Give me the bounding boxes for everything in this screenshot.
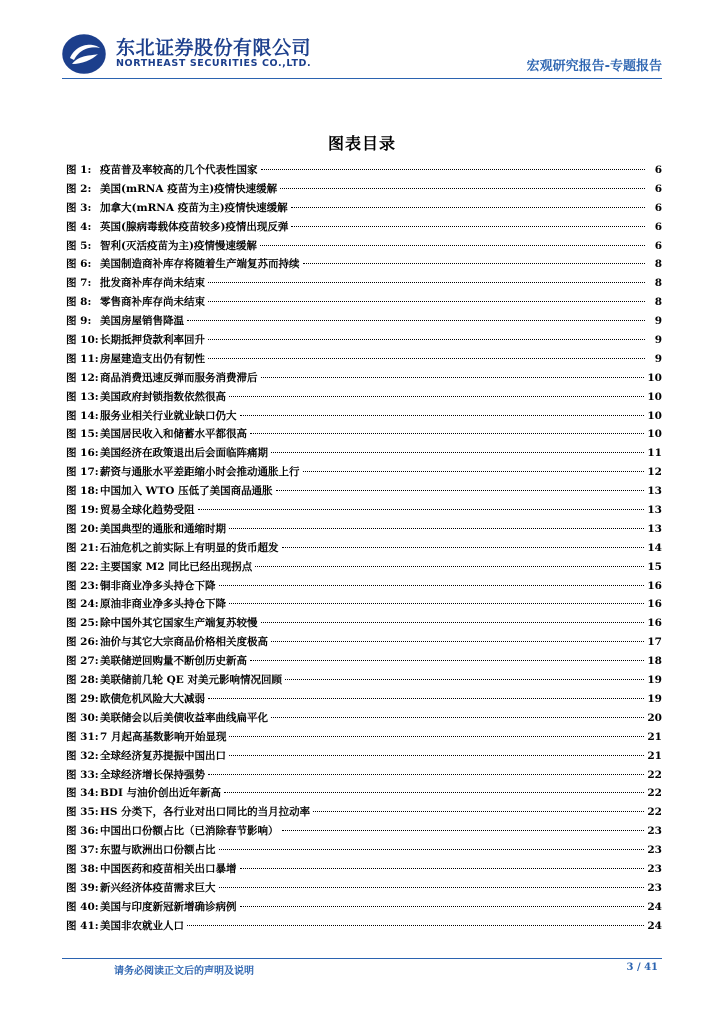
toc-dot-leader xyxy=(208,301,645,302)
toc-entry-label: 图 40: xyxy=(66,900,99,913)
toc-entry-page[interactable]: 15 xyxy=(647,560,662,573)
toc-entry[interactable] xyxy=(66,899,662,918)
header-divider xyxy=(62,78,662,79)
company-name-en: NORTHEAST SECURITIES CO.,LTD. xyxy=(116,58,312,69)
toc-dot-leader xyxy=(219,849,645,850)
toc-dot-leader xyxy=(291,226,645,227)
toc-entry-page[interactable]: 18 xyxy=(647,655,662,668)
toc-heading: 图表目录 xyxy=(327,134,396,153)
toc-entry-page[interactable]: 14 xyxy=(647,541,662,554)
toc-entry[interactable] xyxy=(66,389,662,408)
toc-dot-leader xyxy=(187,925,644,926)
toc-entry-page[interactable]: 12 xyxy=(647,466,662,479)
toc-entry-title[interactable]: 商品消费迅速反弹而服务消费滞后 xyxy=(100,371,258,384)
toc-entry-label: 图 15: xyxy=(66,428,99,441)
toc-dot-leader xyxy=(261,377,645,378)
toc-entry-title[interactable]: 美国非农就业人口 xyxy=(100,919,184,932)
toc-entry-label: 图 11: xyxy=(66,352,99,365)
toc-dot-leader xyxy=(208,339,645,340)
toc-dot-leader xyxy=(240,415,645,416)
toc-entry-label: 图 13: xyxy=(66,390,99,403)
toc-entry[interactable] xyxy=(66,521,662,540)
toc-entry-label: 图 30: xyxy=(66,711,99,724)
toc-dot-leader xyxy=(260,245,645,246)
toc-entry-label: 图 18: xyxy=(66,485,99,498)
toc-entry-title[interactable]: 长期抵押贷款利率回升 xyxy=(100,334,205,347)
toc-entry[interactable] xyxy=(66,748,662,767)
report-type-label: 宏观研究报告-专题报告 xyxy=(526,59,662,74)
toc-entry-label: 图 6: xyxy=(66,258,92,271)
toc-entry-page[interactable]: 23 xyxy=(647,844,662,857)
toc-dot-leader xyxy=(208,698,644,699)
toc-entry-page[interactable]: 19 xyxy=(647,674,662,687)
toc-dot-leader xyxy=(208,282,645,283)
toc-entry[interactable] xyxy=(66,181,662,200)
toc-entry-label: 图 16: xyxy=(66,447,99,460)
toc-entry[interactable] xyxy=(66,219,662,238)
toc-entry-title[interactable]: 美国政府封锁指数依然很高 xyxy=(100,390,226,403)
toc-entry-label: 图 26: xyxy=(66,636,99,649)
toc-dot-leader xyxy=(282,830,645,831)
toc-entry-page[interactable]: 13 xyxy=(647,522,662,535)
toc-entry[interactable] xyxy=(66,596,662,615)
toc-entry-label: 图 38: xyxy=(66,862,99,875)
toc-entry-page[interactable]: 22 xyxy=(647,787,662,800)
toc-entry-title[interactable]: 美联储会以后美债收益率曲线扁平化 xyxy=(100,711,268,724)
toc-dot-leader xyxy=(229,396,644,397)
toc-dot-leader xyxy=(303,263,646,264)
toc-entry-title[interactable]: 中国医药和疫苗相关出口暴增 xyxy=(100,862,237,875)
toc-dot-leader xyxy=(208,358,645,359)
toc-entry-page[interactable]: 8 xyxy=(654,258,662,271)
toc-dot-leader xyxy=(271,717,644,718)
toc-entry[interactable] xyxy=(66,332,662,351)
toc-entry[interactable] xyxy=(66,313,662,332)
toc-entry[interactable] xyxy=(66,880,662,899)
toc-entry[interactable] xyxy=(66,672,662,691)
toc-entry-page[interactable]: 13 xyxy=(647,485,662,498)
toc-entry[interactable] xyxy=(66,200,662,219)
toc-dot-leader xyxy=(285,679,644,680)
toc-dot-leader xyxy=(282,547,645,548)
toc-entry-page[interactable]: 24 xyxy=(647,919,662,932)
toc-entry-title[interactable]: 中国加入 WTO 压低了美国商品通胀 xyxy=(100,485,273,498)
toc-entry-title[interactable]: 美国(mRNA 疫苗为主)疫情快速缓解 xyxy=(100,182,278,195)
toc-dot-leader xyxy=(261,169,646,170)
toc-entry-title[interactable]: 加拿大(mRNA 疫苗为主)疫情快速缓解 xyxy=(100,201,288,214)
toc-entry-page[interactable]: 23 xyxy=(647,862,662,875)
toc-entry[interactable] xyxy=(66,785,662,804)
toc-entry-title[interactable]: 批发商补库存尚未结束 xyxy=(100,277,205,290)
toc-entry-label: 图 3: xyxy=(66,201,92,214)
toc-entry-page[interactable]: 22 xyxy=(647,806,662,819)
toc-entry[interactable] xyxy=(66,578,662,597)
toc-entry[interactable] xyxy=(66,445,662,464)
toc-entry-label: 图 1: xyxy=(66,164,92,176)
footer-disclaimer-note[interactable]: 请务必阅读正文后的声明及说明 xyxy=(114,966,254,977)
toc-entry[interactable] xyxy=(66,842,662,861)
toc-entry-title[interactable]: 油价与其它大宗商品价格相关度极高 xyxy=(100,636,268,649)
toc-dot-leader xyxy=(187,320,645,321)
toc-dot-leader xyxy=(219,585,645,586)
toc-entry-title[interactable]: BDI 与油价创出近年新高 xyxy=(100,787,222,800)
toc-entry-label: 图 37: xyxy=(66,844,99,857)
toc-entry[interactable] xyxy=(66,823,662,842)
toc-entry-label: 图 19: xyxy=(66,504,99,517)
toc-entry[interactable] xyxy=(66,729,662,748)
figure-index-list xyxy=(66,162,662,937)
toc-entry-page[interactable]: 8 xyxy=(654,277,662,290)
toc-dot-leader xyxy=(280,188,645,189)
toc-dot-leader xyxy=(276,490,645,491)
toc-entry-page[interactable]: 10 xyxy=(647,371,662,384)
toc-entry-title[interactable]: 欧债危机风险大大减弱 xyxy=(100,692,205,705)
toc-entry[interactable] xyxy=(66,408,662,427)
toc-entry-title[interactable]: 美国与印度新冠新增确诊病例 xyxy=(100,900,237,913)
toc-entry-label: 图 29: xyxy=(66,692,99,705)
toc-entry-label: 图 31: xyxy=(66,730,99,743)
page-number: 3 / 41 xyxy=(626,962,658,973)
toc-entry-label: 图 2: xyxy=(66,182,92,195)
toc-entry-title[interactable]: 美国典型的通胀和通缩时期 xyxy=(100,522,226,535)
toc-entry-page[interactable]: 20 xyxy=(647,711,662,724)
toc-entry-title[interactable]: 石油危机之前实际上有明显的货币超发 xyxy=(100,541,279,554)
toc-entry[interactable] xyxy=(66,238,662,257)
toc-entry[interactable] xyxy=(66,275,662,294)
toc-dot-leader xyxy=(271,641,644,642)
toc-entry[interactable] xyxy=(66,294,662,313)
toc-entry-title[interactable]: 全球经济增长保持强势 xyxy=(100,768,205,781)
toc-entry-title[interactable]: 美国制造商补库存将随着生产端复苏而持续 xyxy=(100,258,300,271)
toc-dot-leader xyxy=(313,811,644,812)
toc-entry-label: 图 5: xyxy=(66,239,92,252)
toc-entry-title[interactable]: 服务业相关行业就业缺口仍大 xyxy=(100,409,237,422)
toc-entry[interactable] xyxy=(66,464,662,483)
toc-entry-page[interactable]: 6 xyxy=(654,220,662,233)
toc-dot-leader xyxy=(240,868,645,869)
toc-dot-leader xyxy=(229,755,644,756)
toc-entry-label: 图 20: xyxy=(66,522,99,535)
toc-entry-page[interactable]: 16 xyxy=(647,579,662,592)
toc-dot-leader xyxy=(208,774,644,775)
toc-entry-title[interactable]: 美国居民收入和储蓄水平都很高 xyxy=(100,428,247,441)
toc-entry[interactable] xyxy=(66,256,662,275)
toc-entry[interactable] xyxy=(66,918,662,937)
toc-entry[interactable] xyxy=(66,162,662,181)
northeast-securities-logo-icon xyxy=(62,34,106,74)
toc-entry-title[interactable]: 英国(腺病毒载体疫苗较多)疫情出现反弹 xyxy=(100,220,289,233)
toc-entry-label: 图 12: xyxy=(66,371,99,384)
toc-entry[interactable] xyxy=(66,502,662,521)
toc-entry-page[interactable]: 6 xyxy=(654,164,662,176)
toc-entry-page[interactable]: 21 xyxy=(647,730,662,743)
toc-entry[interactable] xyxy=(66,861,662,880)
toc-entry-title[interactable]: 美国房屋销售降温 xyxy=(100,315,184,328)
toc-entry-label: 图 14: xyxy=(66,409,99,422)
toc-entry[interactable] xyxy=(66,653,662,672)
toc-entry-label: 图 7: xyxy=(66,277,92,290)
toc-entry[interactable] xyxy=(66,615,662,634)
toc-dot-leader xyxy=(255,566,644,567)
toc-entry[interactable] xyxy=(66,351,662,370)
toc-entry-page[interactable]: 24 xyxy=(647,900,662,913)
toc-entry-title[interactable]: 美国经济在政策退出后会面临阵痛期 xyxy=(100,447,268,460)
toc-entry-label: 图 10: xyxy=(66,334,99,347)
toc-entry-page[interactable]: 8 xyxy=(654,296,662,309)
footer-divider xyxy=(62,958,662,959)
toc-dot-leader xyxy=(229,528,644,529)
toc-entry-title[interactable]: 美联储前几轮 QE 对美元影响情况回顾 xyxy=(100,674,282,687)
toc-entry-page[interactable]: 9 xyxy=(654,334,662,347)
toc-entry-label: 图 21: xyxy=(66,541,99,554)
toc-entry-page[interactable]: 11 xyxy=(647,447,662,460)
toc-dot-leader xyxy=(261,622,645,623)
toc-entry-title[interactable]: 东盟与欧洲出口份额占比 xyxy=(100,844,216,857)
toc-entry-title[interactable]: 铜非商业净多头持仓下降 xyxy=(100,579,216,592)
toc-entry[interactable] xyxy=(66,559,662,578)
toc-entry-label: 图 25: xyxy=(66,617,99,630)
toc-entry-label: 图 34: xyxy=(66,787,99,800)
toc-entry-page[interactable]: 23 xyxy=(647,825,662,838)
toc-entry-title[interactable]: 房屋建造支出仍有韧性 xyxy=(100,352,205,365)
toc-dot-leader xyxy=(240,906,645,907)
toc-entry-label: 图 22: xyxy=(66,560,99,573)
toc-entry-label: 图 32: xyxy=(66,749,99,762)
toc-entry-page[interactable]: 9 xyxy=(654,352,662,365)
toc-entry-label: 图 27: xyxy=(66,655,99,668)
toc-entry-page[interactable]: 23 xyxy=(647,881,662,894)
toc-entry-page[interactable]: 17 xyxy=(647,636,662,649)
toc-entry[interactable] xyxy=(66,540,662,559)
toc-entry-label: 图 23: xyxy=(66,579,99,592)
toc-entry[interactable] xyxy=(66,483,662,502)
toc-entry-page[interactable]: 10 xyxy=(647,390,662,403)
toc-entry[interactable] xyxy=(66,634,662,653)
toc-entry[interactable] xyxy=(66,691,662,710)
toc-entry-title[interactable]: 7 月起高基数影响开始显现 xyxy=(100,730,227,743)
toc-entry-title[interactable]: 新兴经济体疫苗需求巨大 xyxy=(100,881,216,894)
toc-entry-label: 图 9: xyxy=(66,315,92,328)
toc-entry-page[interactable]: 16 xyxy=(647,598,662,611)
toc-dot-leader xyxy=(198,509,645,510)
toc-dot-leader xyxy=(229,603,644,604)
toc-entry-page[interactable]: 22 xyxy=(647,768,662,781)
toc-entry-title[interactable]: 原油非商业净多头持仓下降 xyxy=(100,598,226,611)
toc-entry[interactable] xyxy=(66,804,662,823)
toc-entry-label: 图 28: xyxy=(66,674,99,687)
toc-entry-page[interactable]: 19 xyxy=(647,692,662,705)
toc-entry-title[interactable]: 全球经济复苏提振中国出口 xyxy=(100,749,226,762)
toc-entry-page[interactable]: 9 xyxy=(654,315,662,328)
toc-entry-title[interactable]: 薪资与通胀水平差距缩小时会推动通胀上行 xyxy=(100,466,300,479)
toc-dot-leader xyxy=(271,452,644,453)
toc-entry-title[interactable]: 美联储逆回购量不断创历史新高 xyxy=(100,655,247,668)
toc-entry-title[interactable]: 中国出口份额占比（已消除春节影响） xyxy=(100,825,279,838)
toc-entry-label: 图 36: xyxy=(66,825,99,838)
toc-entry-label: 图 35: xyxy=(66,806,99,819)
toc-dot-leader xyxy=(250,433,644,434)
toc-entry-label: 图 4: xyxy=(66,220,92,233)
toc-entry-title[interactable]: 零售商补库存尚未结束 xyxy=(100,296,205,309)
toc-entry-page[interactable]: 21 xyxy=(647,749,662,762)
toc-entry-title[interactable]: 贸易全球化趋势受阻 xyxy=(100,504,195,517)
toc-entry-page[interactable]: 13 xyxy=(647,504,662,517)
toc-entry-page[interactable]: 16 xyxy=(647,617,662,630)
toc-entry[interactable] xyxy=(66,426,662,445)
toc-entry-title[interactable]: 疫苗普及率较高的几个代表性国家 xyxy=(100,164,258,176)
toc-entry[interactable] xyxy=(66,370,662,389)
toc-dot-leader xyxy=(229,736,644,737)
toc-entry[interactable] xyxy=(66,710,662,729)
toc-dot-leader xyxy=(219,887,645,888)
toc-entry-label: 图 17: xyxy=(66,466,99,479)
toc-entry-page[interactable]: 10 xyxy=(647,428,662,441)
toc-dot-leader xyxy=(250,660,644,661)
toc-entry-label: 图 8: xyxy=(66,296,92,309)
toc-entry-page[interactable]: 6 xyxy=(654,239,662,252)
toc-entry-title[interactable]: 智利(灭活疫苗为主)疫情慢速缓解 xyxy=(100,239,257,252)
toc-entry-label: 图 33: xyxy=(66,768,99,781)
toc-entry-title[interactable]: HS 分类下，各行业对出口同比的当月拉动率 xyxy=(100,806,311,819)
toc-entry-title[interactable]: 主要国家 M2 同比已经出现拐点 xyxy=(100,560,253,573)
company-name-cn: 东北证券股份有限公司 xyxy=(116,37,312,59)
toc-dot-leader xyxy=(303,471,645,472)
toc-entry-page[interactable]: 6 xyxy=(654,182,662,195)
toc-dot-leader xyxy=(224,792,644,793)
toc-entry-title[interactable]: 除中国外其它国家生产端复苏较慢 xyxy=(100,617,258,630)
toc-entry-label: 图 41: xyxy=(66,919,99,932)
toc-entry[interactable] xyxy=(66,767,662,786)
toc-entry-label: 图 24: xyxy=(66,598,99,611)
toc-entry-label: 图 39: xyxy=(66,881,99,894)
toc-dot-leader xyxy=(291,207,645,208)
toc-entry-page[interactable]: 10 xyxy=(647,409,662,422)
toc-entry-page[interactable]: 6 xyxy=(654,201,662,214)
page-header xyxy=(0,0,724,80)
